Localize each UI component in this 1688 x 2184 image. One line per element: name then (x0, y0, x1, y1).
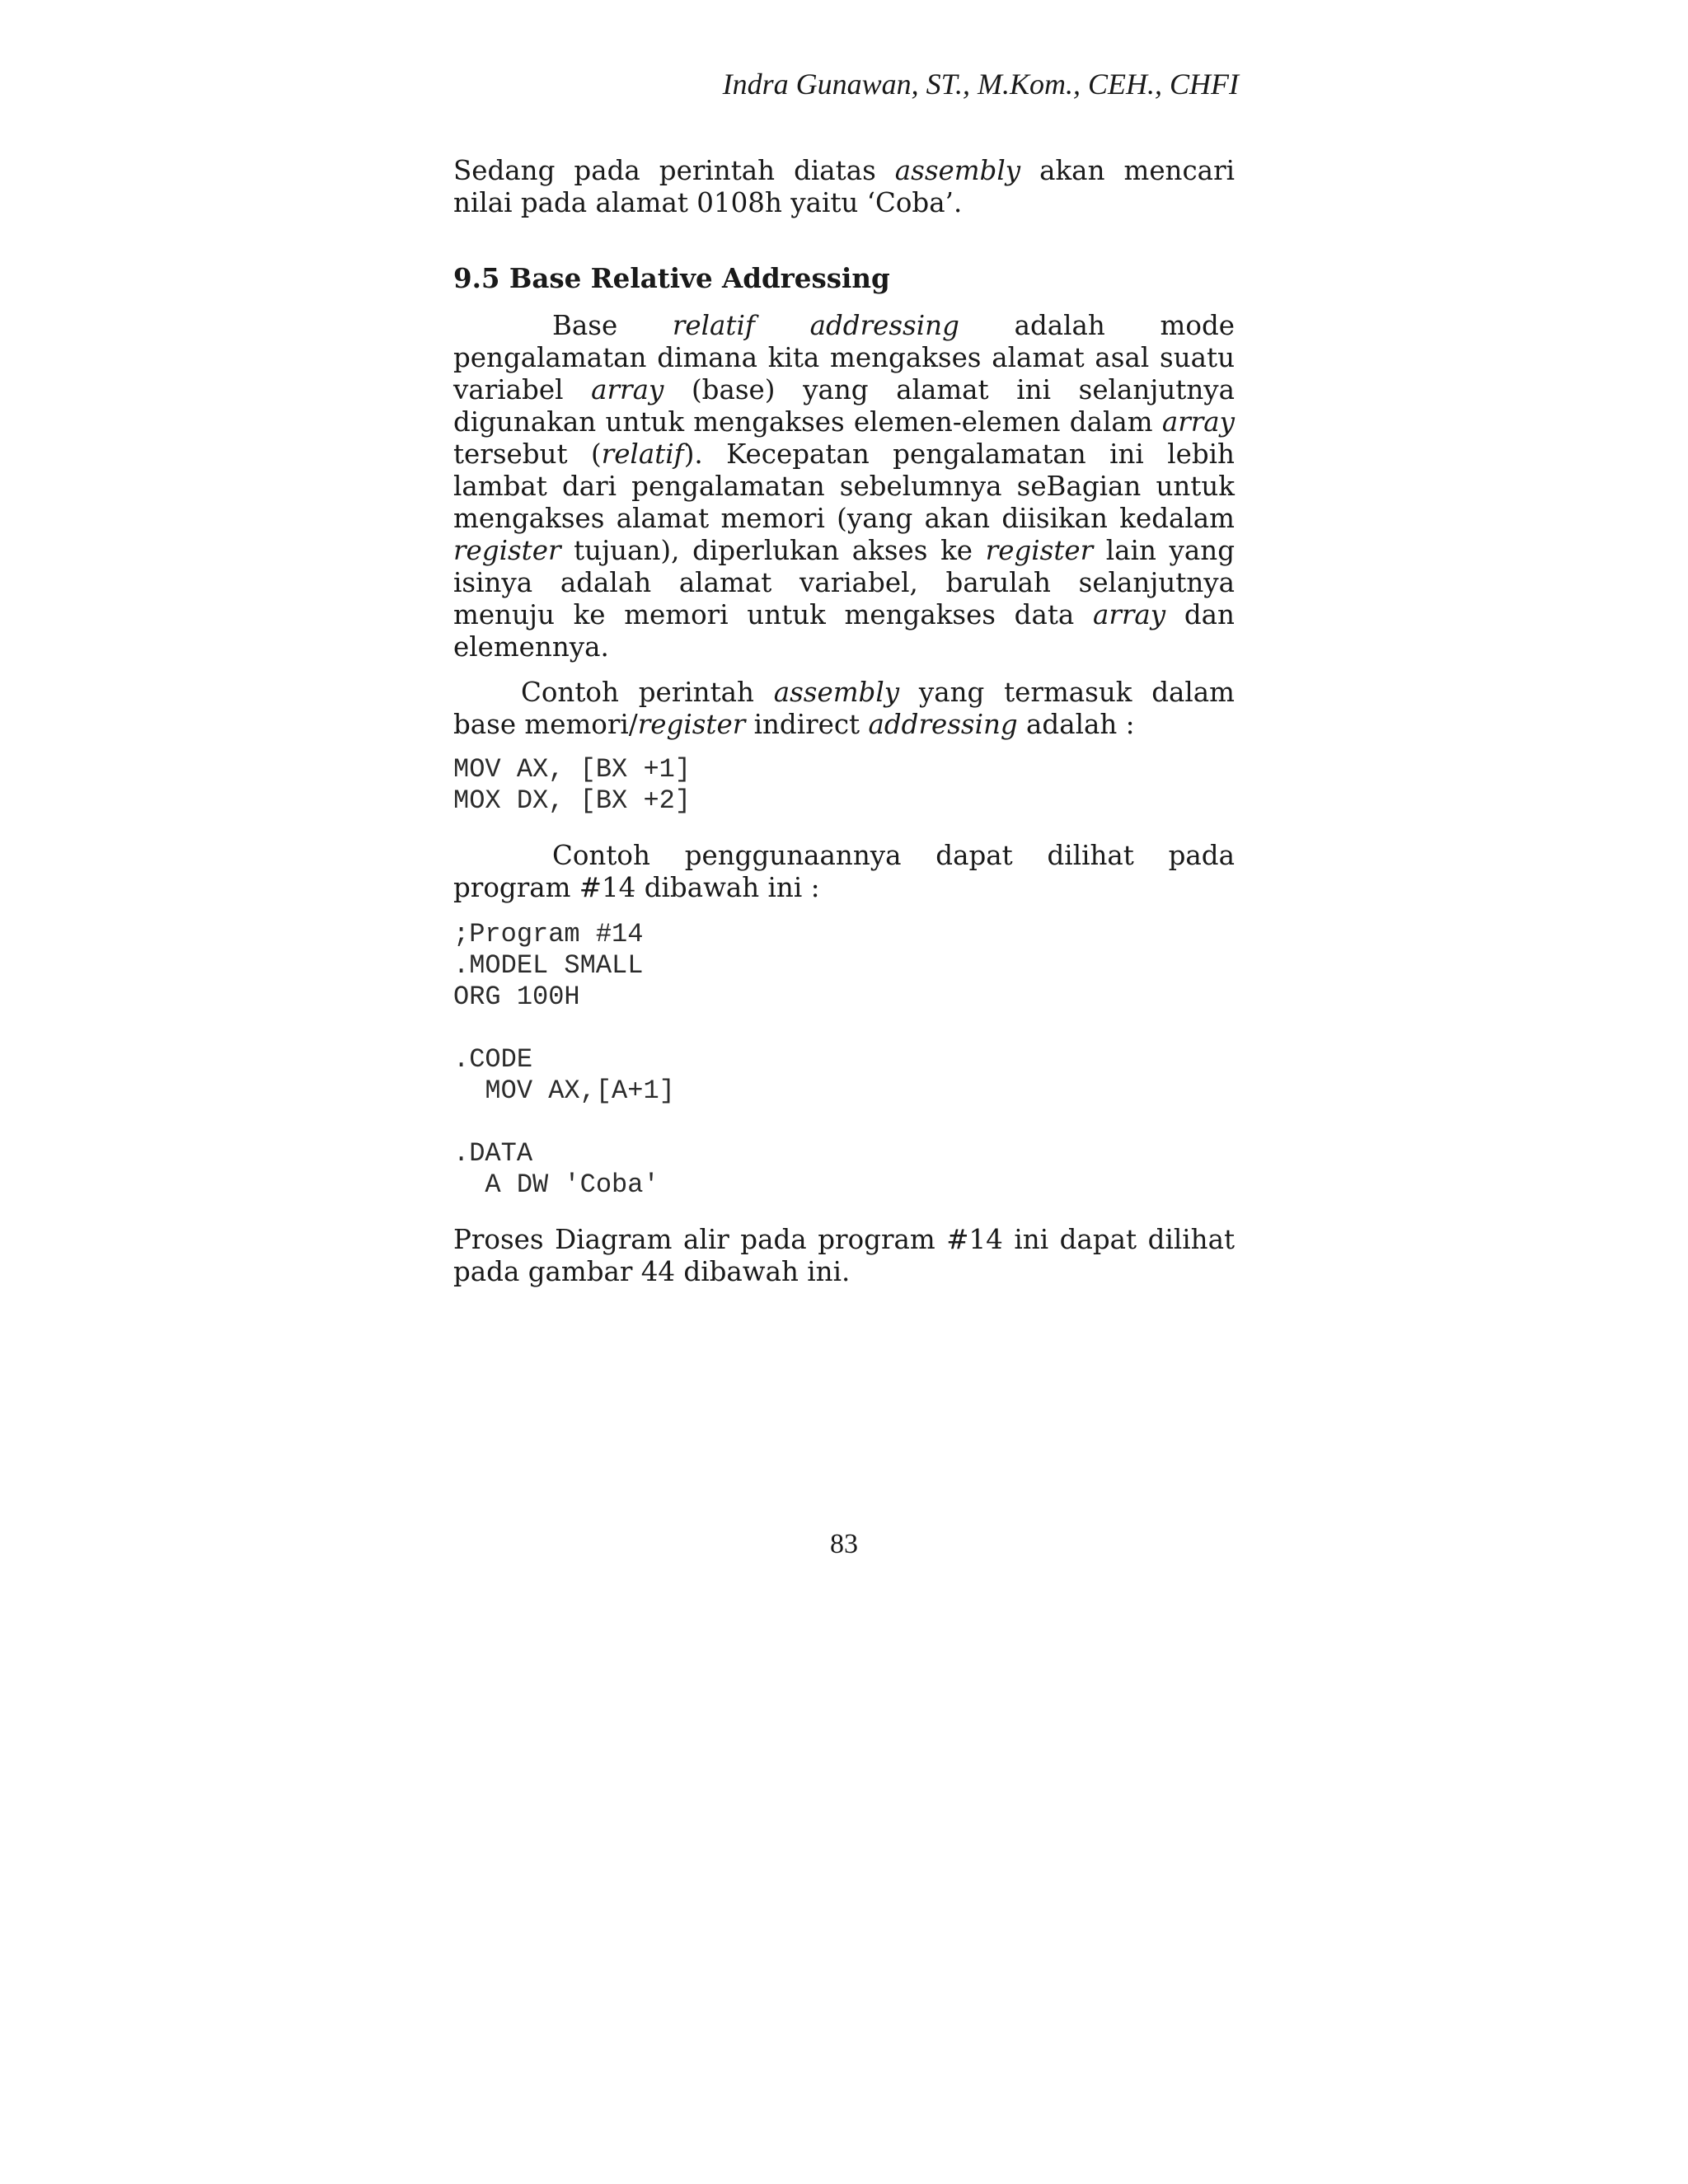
definition-paragraph (453, 310, 1235, 663)
program-intro-paragraph: Contoh penggunaannya dapat dilihat pada program #14 dibawah ini : (453, 840, 1235, 903)
italic-term: array (1161, 406, 1235, 438)
text-run: adalah : (1017, 709, 1135, 740)
italic-term: register (985, 535, 1094, 566)
italic-term: register (453, 535, 561, 566)
text-run: Contoh perintah (521, 677, 774, 708)
diagram-reference-paragraph: Proses Diagram alir pada program #14 ini dapat dilihat pada gambar 44 dibawah ini. (453, 1224, 1235, 1287)
program-listing-block: ;Program #14 .MODEL SMALL ORG 100H .CODE MOV AX,[A+1] .DATA A DW 'Coba' (453, 919, 675, 1200)
text-run: ). Kecepatan pengalamatan ini lebih lambat dari pengalamatan sebelumnya seBagian untuk mengakses alamat memori (yang akan diisikan kedalam (453, 438, 1235, 534)
page-body (453, 155, 1235, 1288)
italic-term: array (591, 374, 664, 405)
italic-term: array (1092, 599, 1166, 630)
text-run: Base (552, 310, 673, 341)
text-run: Sedang pada perintah diatas (453, 155, 895, 186)
text-run: akan mencari nilai pada alamat 0108h yaitu ‘Coba’. (453, 155, 1235, 218)
text-run: (base) yang alamat ini selanjutnya digunakan untuk mengakses elemen-elemen dalam (453, 374, 1235, 438)
page-number: 83 (830, 1529, 858, 1559)
text-run: lain yang isinya adalah alamat variabel, barulah selanjutnya menuju ke memori untuk mengakses data (453, 535, 1235, 630)
text-run: indirect (745, 709, 869, 740)
text-run: tujuan), diperlukan akses ke (560, 535, 986, 566)
text-run: dan elemennya. (453, 599, 1235, 663)
italic-term: assembly (773, 677, 900, 708)
italic-term: relatif (601, 438, 684, 470)
italic-term: register (637, 709, 746, 740)
example-intro-paragraph (453, 677, 1235, 741)
text-run: tersebut ( (453, 438, 602, 470)
italic-term: assembly (894, 155, 1021, 186)
code-example-block: MOV AX, [BX +1] MOX DX, [BX +2] (453, 754, 692, 816)
text-run: adalah mode pengalamatan dimana kita mengakses alamat asal suatu variabel (453, 310, 1235, 405)
italic-term: addressing (868, 709, 1018, 740)
section-heading: 9.5 Base Relative Addressing (453, 262, 890, 294)
italic-term: relatif addressing (672, 310, 959, 341)
text-run: yang termasuk dalam base memori/ (453, 677, 1235, 740)
intro-paragraph (453, 155, 1235, 219)
running-header-author: Indra Gunawan, ST., M.Kom., CEH., CHFI (722, 68, 1239, 101)
